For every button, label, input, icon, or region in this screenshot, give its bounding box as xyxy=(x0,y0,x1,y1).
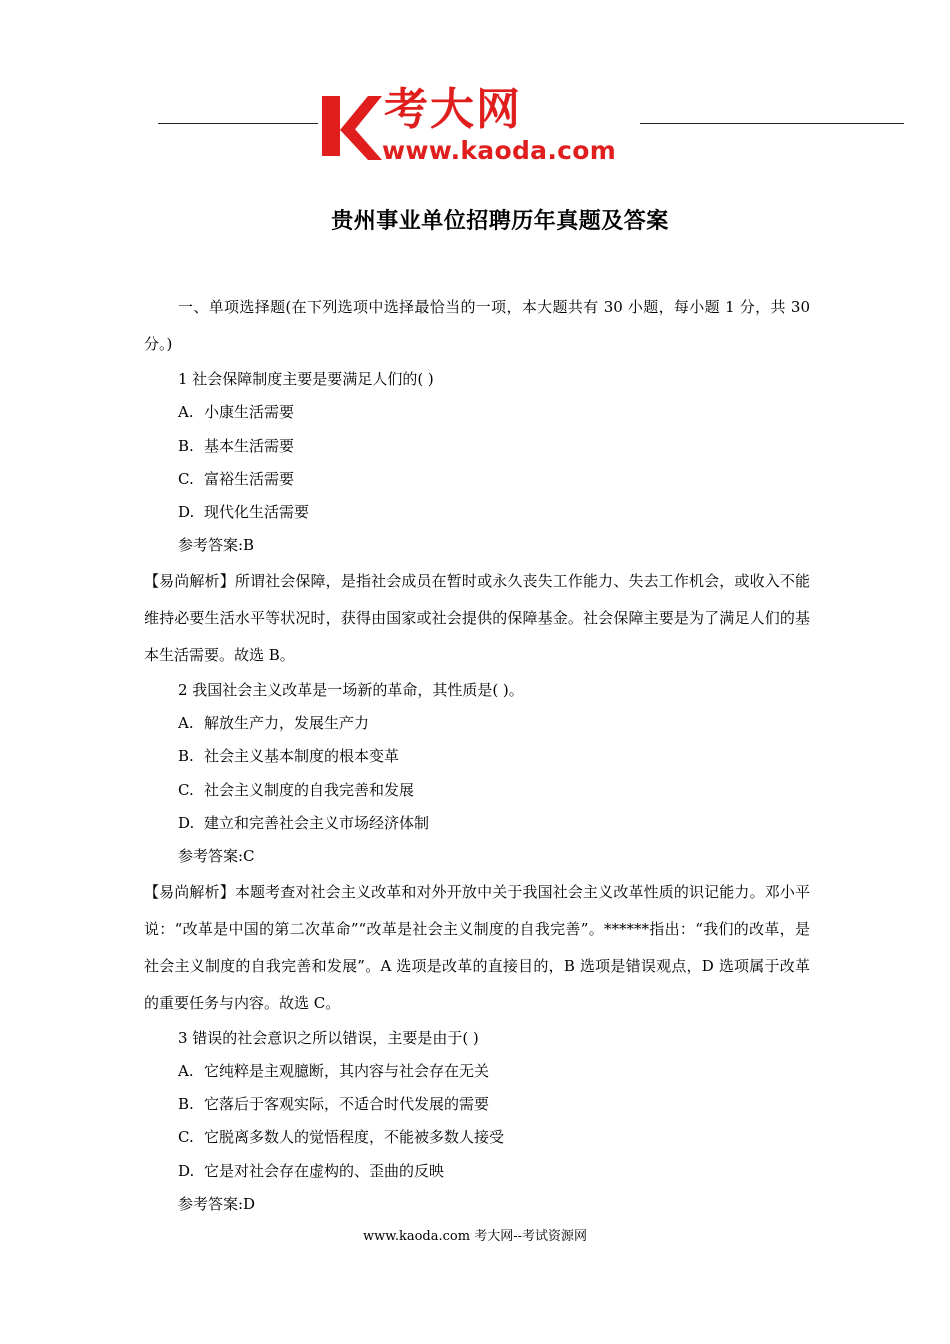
option-letter: B. xyxy=(178,747,194,766)
option-b xyxy=(144,430,810,463)
option-b xyxy=(144,1088,810,1121)
option-text: 它纯粹是主观臆断，其内容与社会存在无关 xyxy=(204,1061,490,1080)
option-a xyxy=(144,1055,810,1088)
answer-line: 参考答案:C xyxy=(178,847,255,866)
option-a xyxy=(144,707,810,740)
option-text: 建立和完善社会主义市场经济体制 xyxy=(204,813,430,832)
option-letter: C. xyxy=(178,1128,194,1147)
option-letter: D. xyxy=(178,1161,195,1180)
option-c xyxy=(144,463,810,496)
question-2 xyxy=(144,674,810,1022)
option-text: 它脱离多数人的觉悟程度，不能被多数人接受 xyxy=(204,1128,505,1147)
option-d xyxy=(144,807,810,840)
option-text: 社会主义制度的自我完善和发展 xyxy=(204,780,415,799)
section-intro: 一、单项选择题(在下列选项中选择最恰当的一项，本大题共有 30 小题，每小题 1 分，共 30 分。) xyxy=(144,298,810,353)
option-text: 它落后于客观实际，不适合时代发展的需要 xyxy=(204,1095,490,1114)
analysis-tag: 【易尚解析】 xyxy=(144,882,235,901)
option-text: 社会主义基本制度的根本变革 xyxy=(204,747,400,766)
option-d xyxy=(144,1155,810,1188)
kaoda-logo xyxy=(318,86,640,166)
question-stem: 3 错误的社会意识之所以错误，主要是由于( ) xyxy=(178,1028,479,1047)
document-body xyxy=(144,289,810,1221)
option-letter: A. xyxy=(178,714,194,733)
analysis-text: 本题考查对社会主义改革和对外开放中关于我国社会主义改革性质的识记能力。邓小平说：“改革是中国的第二次革命”“改革是社会主义制度的自我完善”。******指出：“我们的改革，是社会主义制度的自我完善和发展”。A 选项是改革的直接目的，B 选项是错误观点，D 选项属于改革的重要任务与内容。故选 C。 xyxy=(144,882,810,1012)
option-letter: D. xyxy=(178,813,195,832)
option-letter: B. xyxy=(178,436,194,455)
logo-url-text: www.kaoda.com xyxy=(382,136,617,165)
option-text: 小康生活需要 xyxy=(204,403,295,422)
option-letter: A. xyxy=(178,403,194,422)
option-text: 现代化生活需要 xyxy=(204,503,310,522)
answer-line: 参考答案:D xyxy=(178,1195,256,1214)
question-stem: 2 我国社会主义改革是一场新的革命，其性质是( )。 xyxy=(178,680,524,699)
option-letter: B. xyxy=(178,1095,194,1114)
question-stem: 1 社会保障制度主要是要满足人们的( ) xyxy=(178,370,434,388)
logo-cn-text: 考大网 xyxy=(384,84,522,135)
analysis-text: 所谓社会保障，是指社会成员在暂时或永久丧失工作能力、失去工作机会，或收入不能维持必要生活水平等状况时，获得由国家或社会提供的保障基金。社会保障主要是为了满足人们的基本生活需要。故选 B。 xyxy=(144,571,810,664)
option-letter: C. xyxy=(178,780,194,799)
option-letter: A. xyxy=(178,1061,194,1080)
option-text: 富裕生活需要 xyxy=(204,469,295,488)
page-footer: www.kaoda.com 考大网--考试资源网 xyxy=(363,1229,587,1244)
answer-line: 参考答案:B xyxy=(178,536,255,555)
option-letter: D. xyxy=(178,503,195,522)
option-text: 基本生活需要 xyxy=(204,436,295,455)
analysis-paragraph xyxy=(144,563,810,674)
option-letter: C. xyxy=(178,469,194,488)
option-c xyxy=(144,774,810,807)
option-text: 它是对社会存在虚构的、歪曲的反映 xyxy=(204,1161,445,1180)
option-text: 解放生产力，发展生产力 xyxy=(204,714,370,733)
question-1 xyxy=(144,363,810,674)
option-c xyxy=(144,1121,810,1154)
k-logo-icon xyxy=(318,86,388,166)
question-3 xyxy=(144,1022,810,1222)
document-title: 贵州事业单位招聘历年真题及答案 xyxy=(331,209,669,234)
analysis-paragraph xyxy=(144,874,810,1022)
option-d xyxy=(144,496,810,529)
analysis-tag: 【易尚解析】 xyxy=(144,571,235,590)
option-b xyxy=(144,740,810,773)
option-a xyxy=(144,396,810,429)
